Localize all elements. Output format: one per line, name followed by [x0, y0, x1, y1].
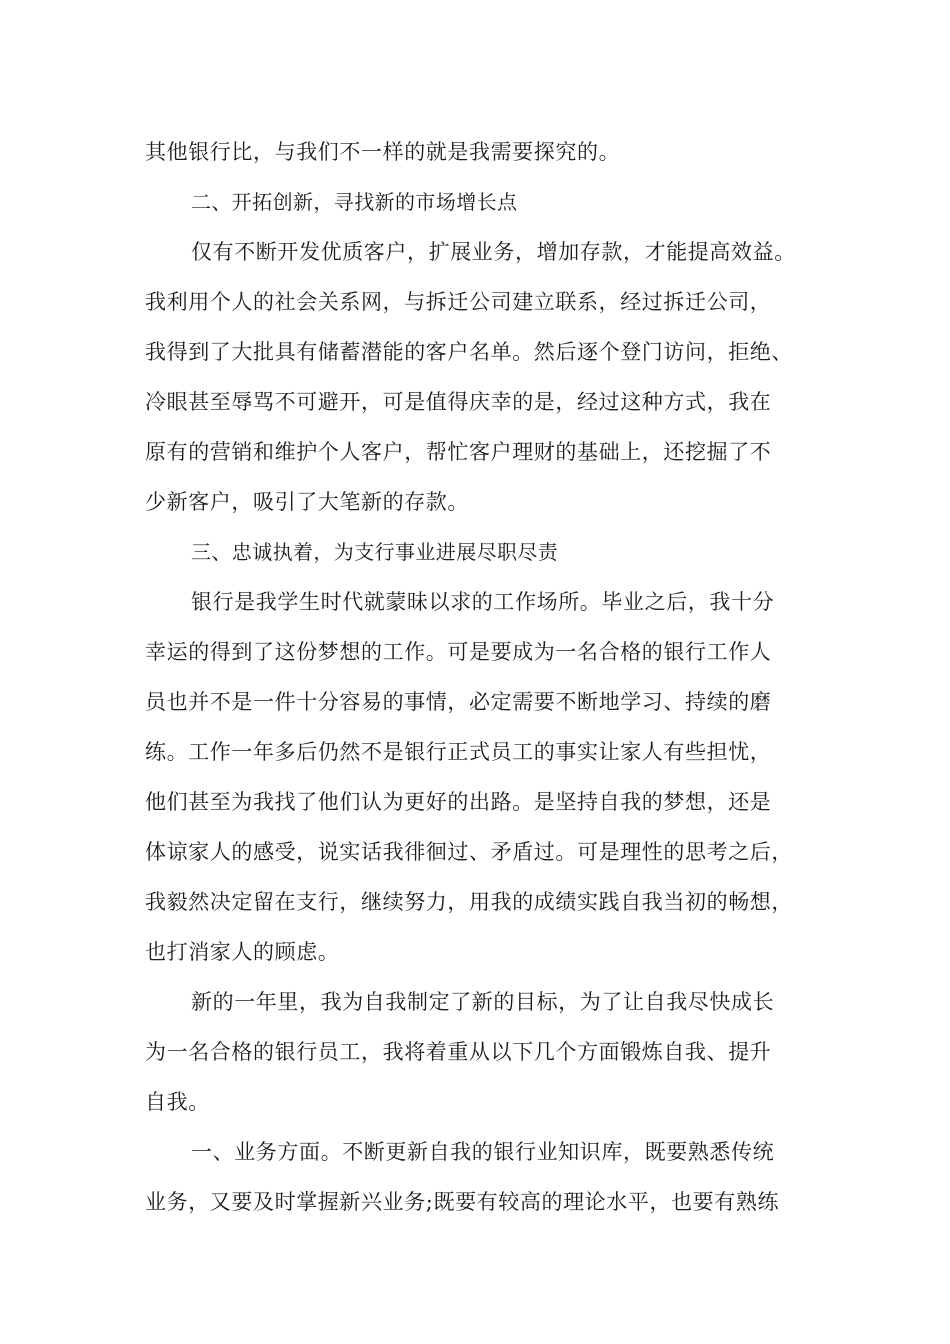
text-line: 我利用个人的社会关系网，与拆迁公司建立联系，经过拆迁公司，: [145, 290, 772, 314]
text-line: 一、业务方面。不断更新自我的银行业知识库，既要熟悉传统: [191, 1140, 775, 1164]
text-line: 原有的营销和维护个人客户，帮忙客户理财的基础上，还挖掘了不: [145, 440, 772, 464]
text-line: 体谅家人的感受，说实话我徘徊过、矛盾过。可是理性的思考之后，: [145, 840, 793, 864]
text-line: 练。工作一年多后仍然不是银行正式员工的事实让家人有些担忧，: [145, 740, 772, 764]
text-line: 幸运的得到了这份梦想的工作。可是要成为一名合格的银行工作人: [145, 640, 772, 664]
text-line: 他们甚至为我找了他们认为更好的出路。是坚持自我的梦想，还是: [145, 790, 772, 814]
text-line: 业务，又要及时掌握新兴业务;既要有较高的理论水平，也要有熟练: [145, 1190, 780, 1214]
text-line: 新的一年里，我为自我制定了新的目标，为了让自我尽快成长: [191, 990, 775, 1014]
text-line: 为一名合格的银行员工，我将着重从以下几个方面锻炼自我、提升: [145, 1040, 772, 1064]
text-line: 少新客户，吸引了大笔新的存款。: [145, 490, 469, 514]
text-line: 员也并不是一件十分容易的事情，必定需要不断地学习、持续的磨: [145, 690, 772, 714]
text-line: 我毅然决定留在支行，继续努力，用我的成绩实践自我当初的畅想，: [145, 890, 793, 914]
text-line: 其他银行比，与我们不一样的就是我需要探究的。: [145, 140, 621, 164]
section-heading: 二、开拓创新，寻找新的市场增长点: [191, 190, 518, 214]
text-line: 我得到了大批具有储蓄潜能的客户名单。然后逐个登门访问，拒绝、: [145, 340, 793, 364]
text-line: 银行是我学生时代就蒙昧以求的工作场所。毕业之后，我十分: [191, 590, 775, 614]
text-line: 自我。: [145, 1090, 210, 1114]
section-heading: 三、忠诚执着，为支行事业进展尽职尽责: [191, 540, 559, 564]
text-line: 也打消家人的顾虑。: [145, 940, 340, 964]
text-line: 仅有不断开发优质客户，扩展业务，增加存款，才能提高效益。: [191, 240, 796, 264]
text-line: 冷眼甚至辱骂不可避开，可是值得庆幸的是，经过这种方式，我在: [145, 390, 772, 414]
